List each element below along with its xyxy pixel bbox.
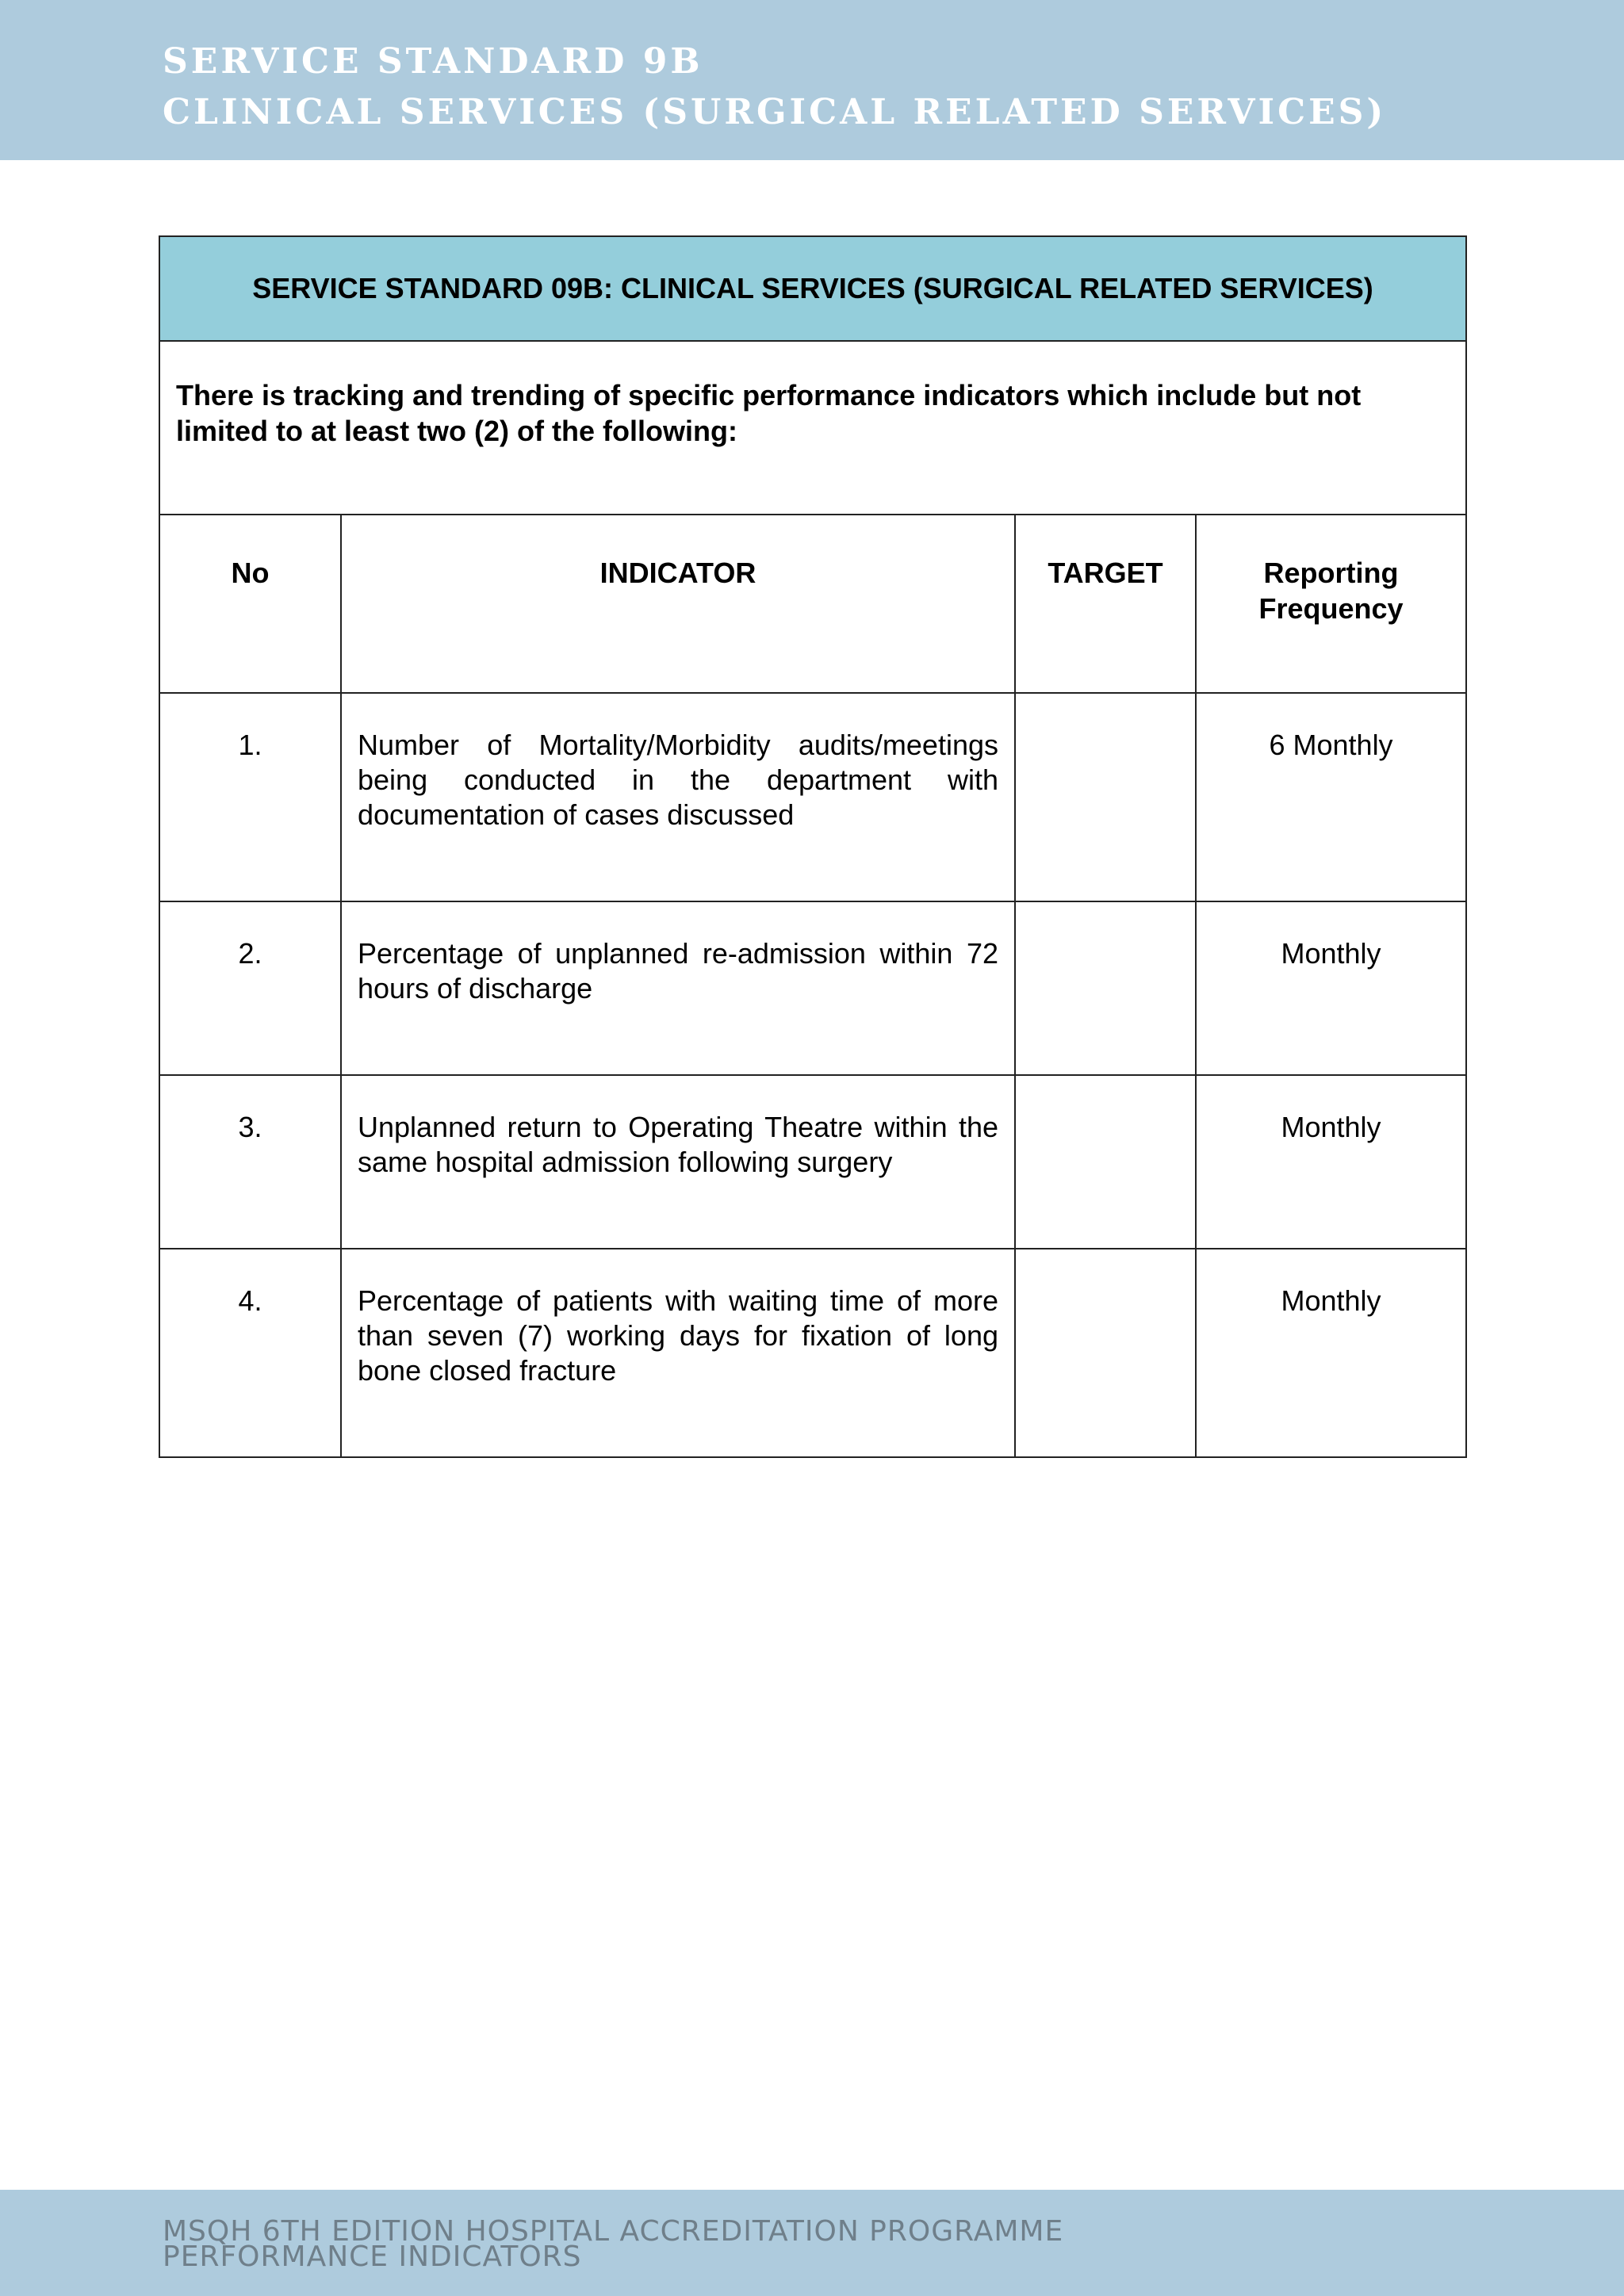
column-header-no: No [159,515,341,693]
row-target [1015,693,1196,901]
header-title-line-2: CLINICAL SERVICES (SURGICAL RELATED SERVICES) [163,92,1387,132]
row-frequency: Monthly [1196,901,1466,1075]
row-indicator: Percentage of unplanned re-admission within 72 hours of discharge [341,901,1015,1075]
table-row [159,1249,1466,1457]
column-header-target: TARGET [1015,515,1196,693]
row-number: 4. [159,1249,341,1457]
table-intro-text: There is tracking and trending of specific performance indicators which include but not limited to at least two (2) of the following: [159,341,1466,515]
header-title-line-1: SERVICE STANDARD 9B [163,41,703,82]
row-indicator: Percentage of patients with waiting time of more than seven (7) working days for fixation of long bone closed fracture [341,1249,1015,1457]
row-indicator: Number of Mortality/Morbidity audits/meetings being conducted in the department with documentation of cases discussed [341,693,1015,901]
column-header-indicator: INDICATOR [341,515,1015,693]
row-frequency: Monthly [1196,1075,1466,1249]
row-number: 2. [159,901,341,1075]
table-row [159,1075,1466,1249]
column-header-frequency: Reporting Frequency [1196,515,1466,693]
footer-text-line-1: MSQH 6TH EDITION HOSPITAL ACCREDITATION PROGRAMME [163,2215,1064,2248]
table-title: SERVICE STANDARD 09B: CLINICAL SERVICES (SURGICAL RELATED SERVICES) [159,236,1466,341]
row-frequency: Monthly [1196,1249,1466,1457]
table-row [159,693,1466,901]
row-target [1015,1249,1196,1457]
row-frequency: 6 Monthly [1196,693,1466,901]
table-header-row [159,515,1466,693]
row-indicator: Unplanned return to Operating Theatre within the same hospital admission following surgery [341,1075,1015,1249]
row-number: 3. [159,1075,341,1249]
row-target [1015,901,1196,1075]
table-row [159,901,1466,1075]
performance-indicator-table [159,235,1467,1458]
row-target [1015,1075,1196,1249]
row-number: 1. [159,693,341,901]
footer-text-line-2: PERFORMANCE INDICATORS [163,2241,582,2273]
